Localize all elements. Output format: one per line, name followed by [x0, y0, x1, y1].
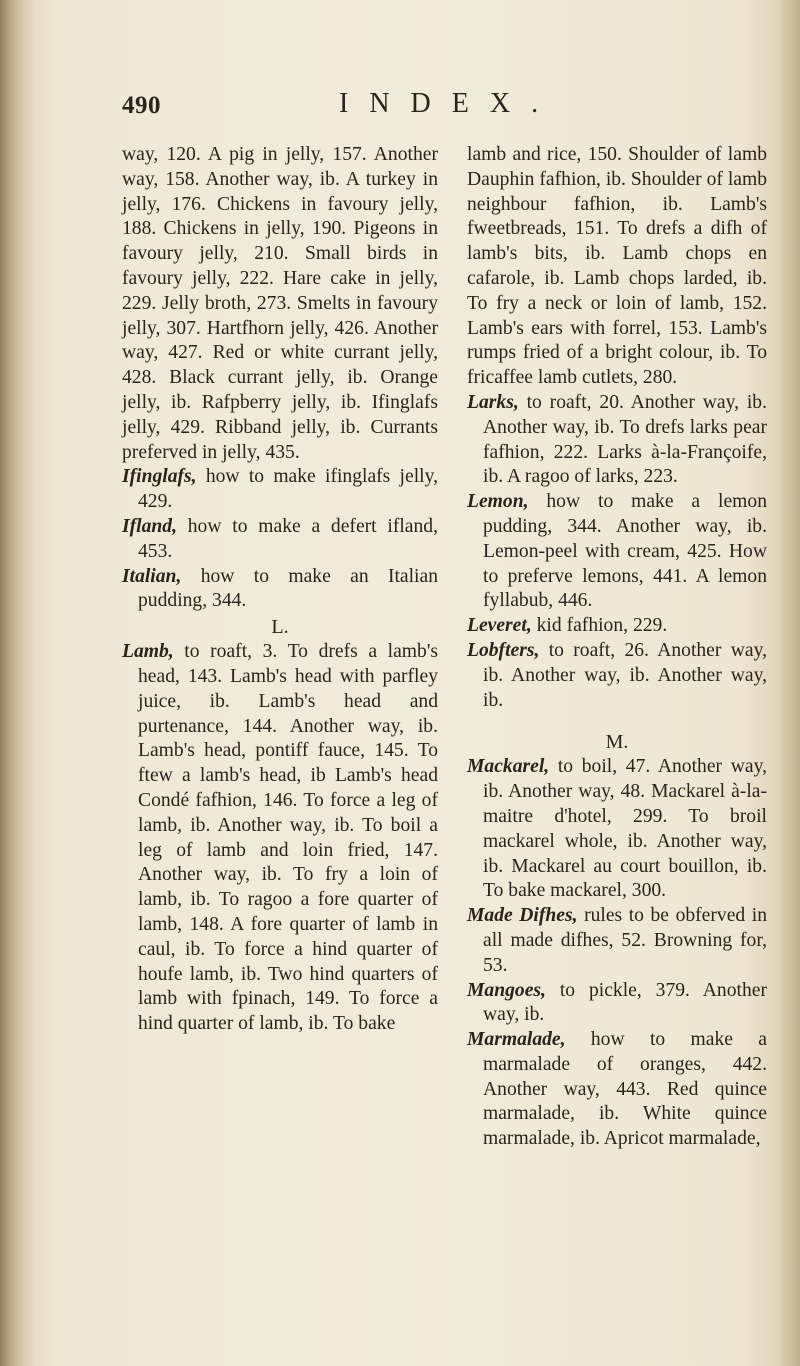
entry-headword: Ifland,: [122, 515, 177, 537]
index-entry-mangoes: [467, 979, 767, 1029]
index-entry-ifinglafs: [122, 465, 438, 515]
entry-text: how to make an Italian pudding, 344.: [138, 565, 438, 612]
entry-headword: Leveret,: [467, 615, 532, 637]
entry-text: to roaft, 20. Another way, ib. Another way, ib. To drefs larks pear fafhion, 222. Larks à-la-Françoife, ib. A ragoo of larks, 223.: [483, 391, 767, 488]
entry-headword: Marmalade,: [467, 1029, 566, 1051]
index-column-left: [122, 143, 438, 1037]
index-entry-lobfters: [467, 639, 767, 713]
section-letter-m: M.: [605, 731, 629, 754]
index-entry-larks: [467, 391, 767, 490]
index-entry-mackarel: [467, 755, 767, 904]
entry-text: how to make a marmalade of oranges, 442. Another way, 443. Red quince marmalade, ib. White quince marmalade, ib. Apricot marmalade,: [483, 1029, 767, 1150]
entry-text: to roaft, 3. To drefs a lamb's head, 143. Lamb's head with parfley juice, ib. Lamb's head and purtenance, 144. Another way, ib. Lamb's head, pontiff fauce, 145. To ftew a lamb's head, ib Lamb's head Condé fafhion, 146. To force a leg of lamb, ib. Another way, ib. To boil a leg of lamb and loin fried, 147. Another way, ib. To fry a loin of lamb, ib. To ragoo a fore quarter of lamb, 148. A fore quarter of lamb in caul, ib. To force a hind quarter of houfe lamb, ib. Two hind quarters of lamb with fpinach, 149. To force a hind quarter of lamb, ib. To bake: [138, 641, 438, 1035]
entry-headword: Lobfters,: [467, 639, 540, 661]
entry-text: rules to be obferved in all made difhes, 52. Browning for, 53.: [483, 905, 767, 976]
entry-headword: Mackarel,: [467, 756, 550, 778]
entry-headword: Lamb,: [122, 641, 174, 663]
index-entry-italian: [122, 565, 438, 615]
entry-text: to boil, 47. Another way, ib. Another way, 48. Mackarel à-la-maitre d'hotel, 299. To broil mackarel whole, ib. Another way, ib. Mackarel au court bouillon, ib. To bake mackarel, 300.: [483, 756, 767, 902]
section-letter-l: L.: [271, 616, 289, 639]
entry-text: how to make a lemon pudding, 344. Another way, ib. Lemon-peel with cream, 425. How to preferve lemons, 441. A lemon fyllabub, 446.: [483, 491, 767, 612]
index-column-right: [467, 143, 767, 1152]
entry-headword: Ifinglafs,: [122, 466, 197, 488]
index-entry-leveret: [467, 614, 767, 639]
entry-text: kid fafhion, 229.: [531, 615, 668, 637]
index-entry-made-difhes: [467, 904, 767, 978]
index-entry-marmalade: [467, 1028, 767, 1152]
entry-headword: Mangoes,: [467, 979, 546, 1001]
continued-entry: way, 120. A pig in jelly, 157. Another way, 158. Another way, ib. A turkey in jelly, 176. Chickens in favoury jelly, 188. Chickens in jelly, 190. Pigeons in favoury jelly, 210. Small birds in favoury jelly, 222. Hare cake in jelly, 229. Jelly broth, 273. Smelts in favoury jelly, 307. Hartfhorn jelly, 426. Another way, 427. Red or white currant jelly, 428. Black currant jelly, ib. Orange jelly, ib. Rafpberry jelly, ib. Ifinglafs jelly, 429. Ribband jelly, ib. Currants preferved in jelly, 435.: [122, 144, 438, 463]
entry-text: how to make ifinglafs jelly, 429.: [138, 466, 438, 513]
entry-text: to roaft, 26. Another way, ib. Another way, ib. Another way, ib.: [483, 639, 767, 711]
entry-headword: Lemon,: [467, 491, 529, 513]
page-gutter-shadow: [0, 0, 34, 1366]
page-header: [122, 88, 682, 128]
index-entry-lemon: [467, 490, 767, 614]
page-number: 490: [122, 92, 161, 119]
entry-text: how to make a defert ifland, 453.: [138, 515, 438, 562]
entry-headword: Made Difhes,: [467, 905, 578, 927]
entry-headword: Italian,: [122, 565, 182, 587]
index-entry-lamb: [122, 640, 438, 1037]
index-entry-ifland: [122, 515, 438, 565]
entry-headword: Larks,: [467, 391, 519, 413]
page-edge-shadow: [778, 0, 800, 1366]
running-head: INDEX.: [339, 88, 560, 119]
continued-entry: lamb and rice, 150. Shoulder of lamb Dauphin fafhion, ib. Shoulder of lamb neighbour fafhion, ib. Lamb's fweetbreads, 151. To drefs a difh of lamb's bits, ib. Lamb chops en cafarole, ib. Lamb chops larded, ib. To fry a neck or loin of lamb, 152. Lamb's ears with forrel, 153. Lamb's rumps fried of a bright colour, ib. To fricaffee lamb cutlets, 280.: [467, 144, 767, 389]
entry-text: to pickle, 379. Another way, ib.: [483, 979, 767, 1026]
